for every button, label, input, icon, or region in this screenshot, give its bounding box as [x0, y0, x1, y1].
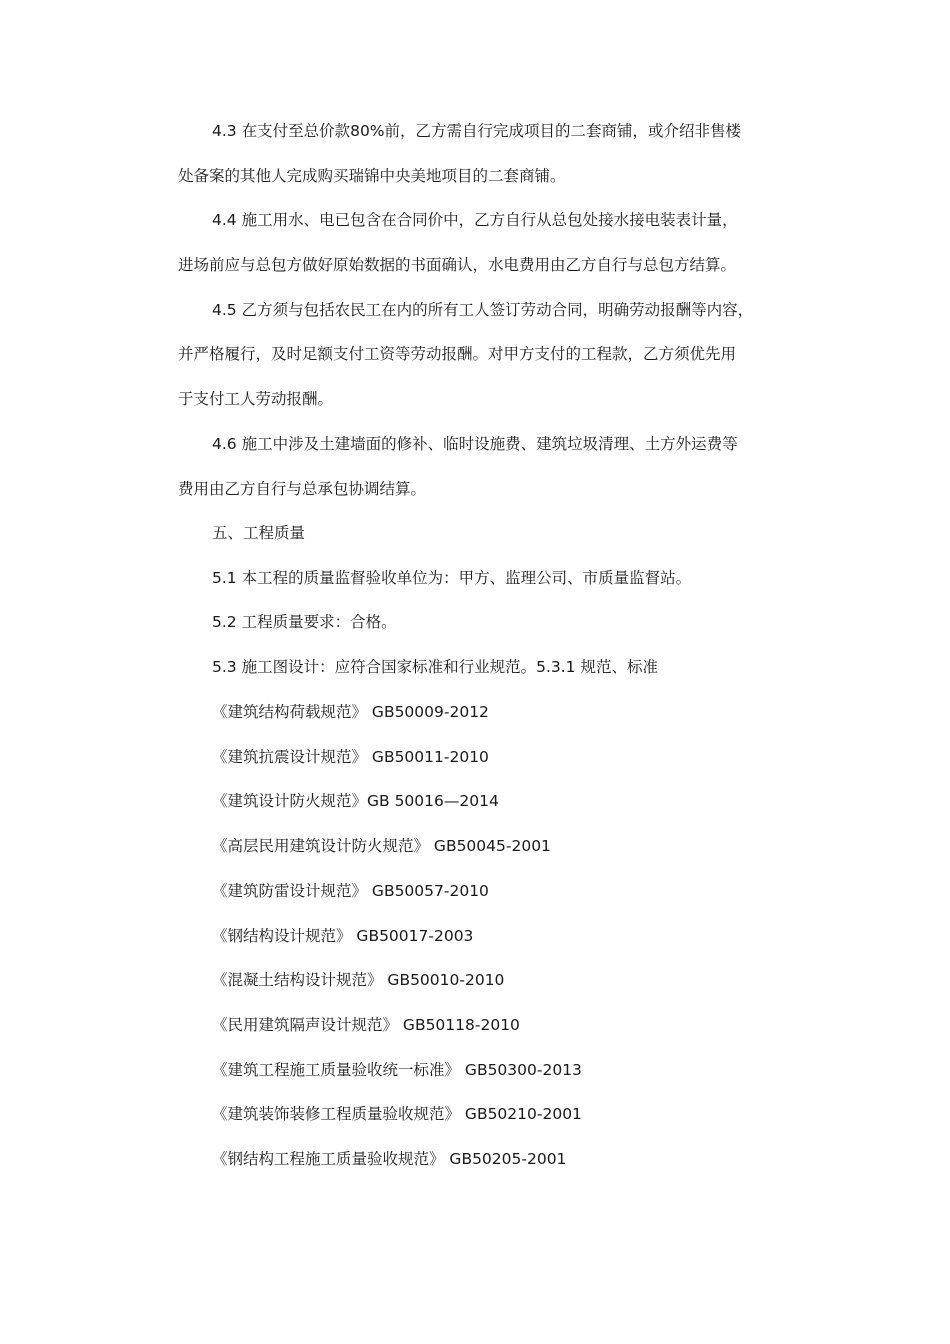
standard-ref-item: 《建筑防雷设计规范》 GB50057-2010 — [212, 882, 489, 900]
para-5-3: 5.3 施工图设计：应符合国家标准和行业规范。5.3.1 规范、标准 — [212, 658, 658, 676]
para-4-6-line-1: 4.6 施工中涉及土建墙面的修补、临时设施费、建筑垃圾清理、土方外运费等 — [212, 435, 738, 453]
standard-ref-item: 《混凝土结构设计规范》 GB50010-2010 — [212, 971, 505, 989]
para-4-4-line-1: 4.4 施工用水、电已包含在合同价中，乙方自行从总包处接水接电装表计量， — [212, 211, 738, 229]
standard-ref-item: 《建筑设计防火规范》GB 50016—2014 — [212, 792, 499, 810]
para-4-3-line-1: 4.3 在支付至总价款80%前，乙方需自行完成项目的二套商铺，或介绍非售楼 — [212, 122, 742, 140]
standard-ref-item: 《高层民用建筑设计防火规范》 GB50045-2001 — [212, 837, 551, 855]
standard-ref-item: 《建筑工程施工质量验收统一标准》 GB50300-2013 — [212, 1061, 582, 1079]
para-4-6-line-2: 费用由乙方自行与总承包协调结算。 — [178, 480, 427, 498]
standard-ref-item: 《建筑抗震设计规范》 GB50011-2010 — [212, 748, 489, 766]
para-4-5-line-3: 于支付工人劳动报酬。 — [178, 390, 334, 408]
standard-ref-item: 《建筑装饰装修工程质量验收规范》 GB50210-2001 — [212, 1105, 582, 1123]
standard-ref-item: 《钢结构设计规范》 GB50017-2003 — [212, 927, 474, 945]
para-4-4-line-2: 进场前应与总包方做好原始数据的书面确认，水电费用由乙方自行与总包方结算。 — [178, 256, 737, 274]
section-heading-quality: 五、工程质量 — [212, 524, 306, 542]
standard-ref-item: 《钢结构工程施工质量验收规范》 GB50205-2001 — [212, 1150, 567, 1168]
para-4-5-line-1: 4.5 乙方须与包括农民工在内的所有工人签订劳动合同，明确劳动报酬等内容， — [212, 301, 754, 319]
para-5-1: 5.1 本工程的质量监督验收单位为：甲方、监理公司、市质量监督站。 — [212, 569, 692, 587]
para-4-5-line-2: 并严格履行，及时足额支付工资等劳动报酬。对甲方支付的工程款，乙方须优先用 — [178, 345, 737, 363]
para-5-2: 5.2 工程质量要求：合格。 — [212, 613, 397, 631]
standard-ref-item: 《民用建筑隔声设计规范》 GB50118-2010 — [212, 1016, 520, 1034]
standard-ref-item: 《建筑结构荷载规范》 GB50009-2012 — [212, 703, 489, 721]
para-4-3-line-2: 处备案的其他人完成购买瑞锦中央美地项目的二套商铺。 — [178, 167, 566, 185]
